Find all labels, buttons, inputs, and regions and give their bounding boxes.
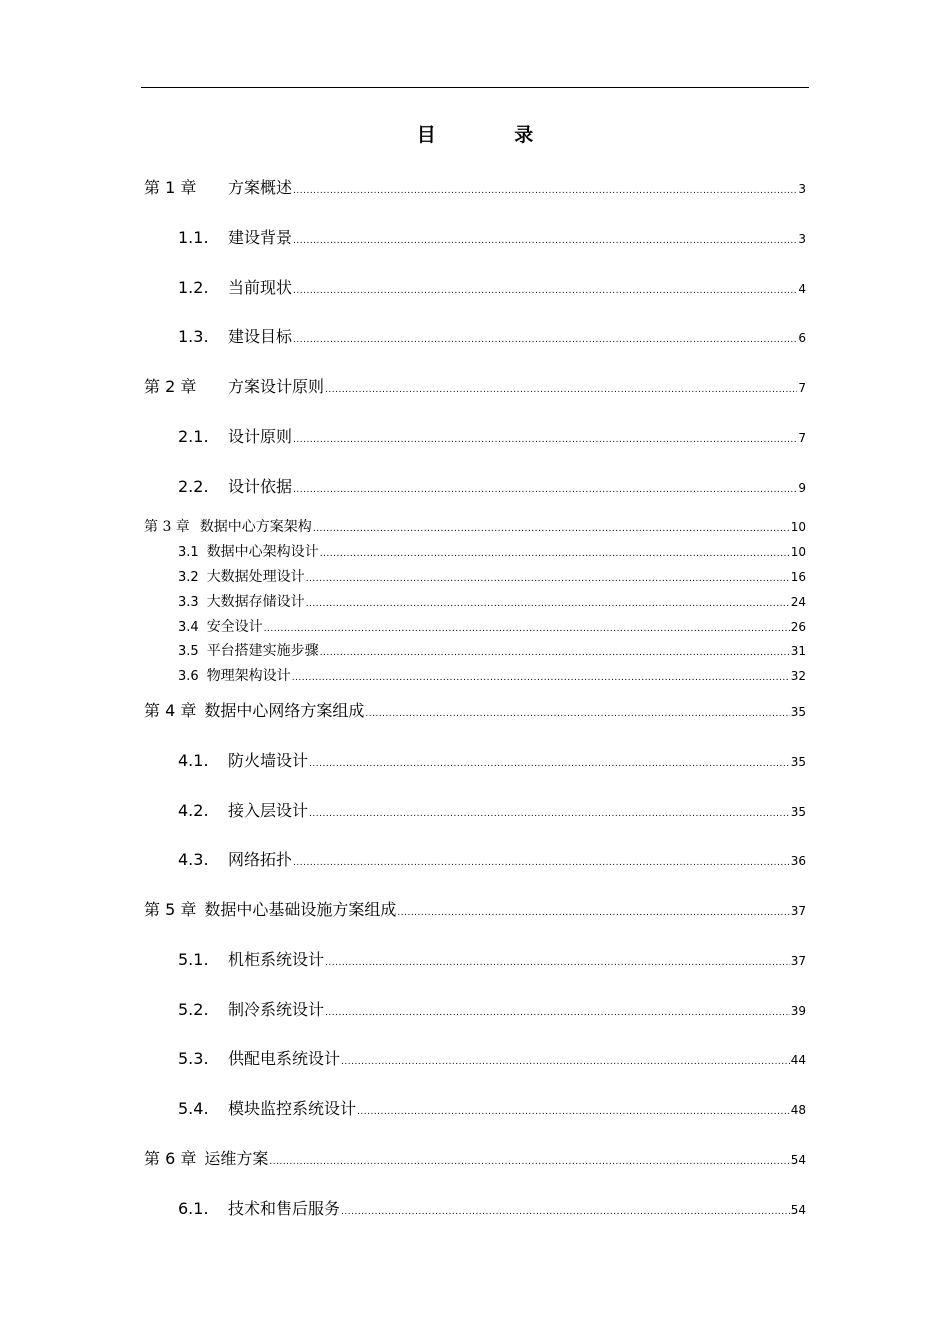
toc-entry-number: 第 1 章 bbox=[144, 178, 197, 197]
toc-entry-page: 37 bbox=[790, 904, 806, 918]
toc-entry-6-1[interactable] bbox=[144, 1198, 806, 1220]
dot-leader bbox=[313, 519, 790, 539]
toc-entry-number: 第 6 章 bbox=[144, 1149, 197, 1168]
toc-entry-chapter-5[interactable] bbox=[144, 899, 806, 921]
toc-entry-1-1[interactable] bbox=[144, 227, 806, 249]
dot-leader bbox=[309, 753, 790, 775]
toc-entry-text: 数据中心方案架构 bbox=[199, 519, 312, 535]
toc-entry-2-1[interactable] bbox=[144, 426, 806, 448]
dot-leader bbox=[306, 594, 790, 614]
dot-leader bbox=[306, 569, 790, 589]
toc-entry-text: 模块监控系统设计 bbox=[228, 1099, 357, 1118]
toc-entry-number: 5.2. bbox=[178, 1000, 209, 1019]
toc-entry-number: 3.1 bbox=[178, 545, 199, 560]
toc-entry-5-3[interactable] bbox=[144, 1048, 806, 1070]
toc-entry-number: 5.3. bbox=[178, 1049, 209, 1068]
toc-entry-3-6[interactable] bbox=[144, 666, 806, 686]
toc-entry-text: 接入层设计 bbox=[228, 801, 309, 820]
toc-entry-chapter-3[interactable] bbox=[144, 517, 806, 537]
toc-entry-page: 37 bbox=[790, 954, 806, 968]
toc-entry-number: 4.2. bbox=[178, 801, 209, 820]
toc-entry-text: 大数据存储设计 bbox=[206, 594, 305, 610]
toc-entry-text: 方案概述 bbox=[228, 178, 293, 197]
toc-entry-chapter-1[interactable] bbox=[144, 177, 806, 199]
dot-leader bbox=[365, 703, 789, 725]
dot-leader bbox=[293, 180, 797, 202]
dot-leader bbox=[320, 544, 790, 564]
toc-entry-page: 10 bbox=[790, 520, 806, 534]
dot-leader bbox=[293, 479, 797, 501]
toc-entry-2-2[interactable] bbox=[144, 476, 806, 498]
toc-entry-3-3[interactable] bbox=[144, 592, 806, 612]
toc-entry-page: 39 bbox=[790, 1004, 806, 1018]
toc-entry-3-4[interactable] bbox=[144, 617, 806, 637]
toc-entry-text: 方案设计原则 bbox=[228, 377, 325, 396]
toc-entry-number: 6.1. bbox=[178, 1199, 209, 1218]
toc-entry-number: 第 4 章 bbox=[144, 701, 197, 720]
toc-entry-number: 4.3. bbox=[178, 850, 209, 869]
toc-entry-text: 机柜系统设计 bbox=[228, 950, 325, 969]
dot-leader bbox=[325, 379, 797, 401]
dot-leader bbox=[325, 1002, 790, 1024]
toc-entry-1-2[interactable] bbox=[144, 277, 806, 299]
toc-entry-number: 1.3. bbox=[178, 327, 209, 346]
toc-entry-text: 数据中心架构设计 bbox=[206, 544, 319, 560]
toc-entry-page: 7 bbox=[798, 381, 806, 395]
toc-entry-number: 2.2. bbox=[178, 477, 209, 496]
toc-entry-number: 3.6 bbox=[178, 669, 199, 684]
toc-entry-chapter-4[interactable] bbox=[144, 700, 806, 722]
toc-entry-page: 24 bbox=[790, 595, 806, 609]
toc-entry-chapter-2[interactable] bbox=[144, 376, 806, 398]
toc-entry-1-3[interactable] bbox=[144, 326, 806, 348]
toc-entry-chapter-6[interactable] bbox=[144, 1148, 806, 1170]
toc-entry-page: 32 bbox=[790, 669, 806, 683]
dot-leader bbox=[293, 329, 797, 351]
toc-entry-page: 7 bbox=[798, 431, 806, 445]
toc-entry-number: 3.3 bbox=[178, 595, 199, 610]
toc-entry-number: 3.5 bbox=[178, 644, 199, 659]
toc-entry-page: 48 bbox=[790, 1103, 806, 1117]
toc-entry-number: 1.1. bbox=[178, 228, 209, 247]
toc-entry-text: 网络拓扑 bbox=[228, 850, 293, 869]
toc-entry-5-4[interactable] bbox=[144, 1098, 806, 1120]
dot-leader bbox=[309, 803, 790, 825]
dot-leader bbox=[269, 1151, 789, 1173]
toc-entry-number: 3.4 bbox=[178, 620, 199, 635]
toc-entry-page: 4 bbox=[798, 282, 806, 296]
toc-entry-3-5[interactable] bbox=[144, 641, 806, 661]
toc-entry-page: 35 bbox=[790, 705, 806, 719]
toc-entry-5-1[interactable] bbox=[144, 949, 806, 971]
dot-leader bbox=[293, 230, 797, 252]
toc-entry-text: 数据中心基础设施方案组成 bbox=[204, 900, 397, 919]
toc-entry-text: 设计依据 bbox=[228, 477, 293, 496]
dot-leader bbox=[341, 1201, 790, 1223]
toc-entry-4-1[interactable] bbox=[144, 750, 806, 772]
dot-leader bbox=[293, 280, 797, 302]
toc-entry-text: 当前现状 bbox=[228, 278, 293, 297]
toc-entry-text: 设计原则 bbox=[228, 427, 293, 446]
toc-entry-page: 10 bbox=[790, 545, 806, 559]
dot-leader bbox=[293, 429, 797, 451]
toc-title: 目 录 bbox=[416, 124, 570, 146]
toc-entry-page: 3 bbox=[798, 232, 806, 246]
header-rule bbox=[141, 87, 809, 88]
toc-entry-text: 安全设计 bbox=[206, 619, 263, 635]
toc-entry-text: 建设背景 bbox=[228, 228, 293, 247]
dot-leader bbox=[357, 1101, 790, 1123]
toc-entry-page: 31 bbox=[790, 644, 806, 658]
toc-entry-page: 26 bbox=[790, 620, 806, 634]
toc-entry-text: 技术和售后服务 bbox=[228, 1199, 341, 1218]
toc-entry-number: 2.1. bbox=[178, 427, 209, 446]
toc-entry-number: 第 5 章 bbox=[144, 900, 197, 919]
toc-entry-number: 5.1. bbox=[178, 950, 209, 969]
toc-entry-number: 第 2 章 bbox=[144, 377, 197, 396]
toc-entry-3-2[interactable] bbox=[144, 567, 806, 587]
toc-entry-text: 数据中心网络方案组成 bbox=[204, 701, 365, 720]
toc-entry-page: 35 bbox=[790, 755, 806, 769]
toc-entry-text: 平台搭建实施步骤 bbox=[206, 643, 319, 659]
dot-leader bbox=[325, 952, 790, 974]
toc-entry-page: 3 bbox=[798, 182, 806, 196]
toc-entry-page: 54 bbox=[790, 1153, 806, 1167]
toc-entry-text: 大数据处理设计 bbox=[206, 569, 305, 585]
dot-leader bbox=[264, 619, 790, 639]
toc-entry-5-2[interactable] bbox=[144, 999, 806, 1021]
toc-entry-page: 16 bbox=[790, 570, 806, 584]
dot-leader bbox=[293, 852, 790, 874]
toc-entry-number: 4.1. bbox=[178, 751, 209, 770]
toc-entry-text: 防火墙设计 bbox=[228, 751, 309, 770]
toc-entry-number: 3.2 bbox=[178, 570, 199, 585]
toc-entry-number: 5.4. bbox=[178, 1099, 209, 1118]
toc-entry-page: 36 bbox=[790, 854, 806, 868]
dot-leader bbox=[341, 1051, 790, 1073]
toc-entry-page: 6 bbox=[798, 331, 806, 345]
toc-entry-number: 第 3 章 bbox=[144, 519, 190, 535]
toc-entry-text: 供配电系统设计 bbox=[228, 1049, 341, 1068]
toc-entry-page: 9 bbox=[798, 481, 806, 495]
toc-entry-number: 1.2. bbox=[178, 278, 209, 297]
toc-entry-text: 运维方案 bbox=[204, 1149, 269, 1168]
toc-entry-text: 建设目标 bbox=[228, 327, 293, 346]
toc-entry-page: 44 bbox=[790, 1053, 806, 1067]
dot-leader bbox=[292, 668, 790, 688]
toc-entry-page: 54 bbox=[790, 1203, 806, 1217]
toc-entry-page: 35 bbox=[790, 805, 806, 819]
toc-entry-4-3[interactable] bbox=[144, 849, 806, 871]
toc-entry-text: 制冷系统设计 bbox=[228, 1000, 325, 1019]
dot-leader bbox=[397, 902, 789, 924]
toc-entry-4-2[interactable] bbox=[144, 800, 806, 822]
toc-entry-text: 物理架构设计 bbox=[206, 668, 291, 684]
toc-entry-3-1[interactable] bbox=[144, 542, 806, 562]
dot-leader bbox=[320, 643, 790, 663]
